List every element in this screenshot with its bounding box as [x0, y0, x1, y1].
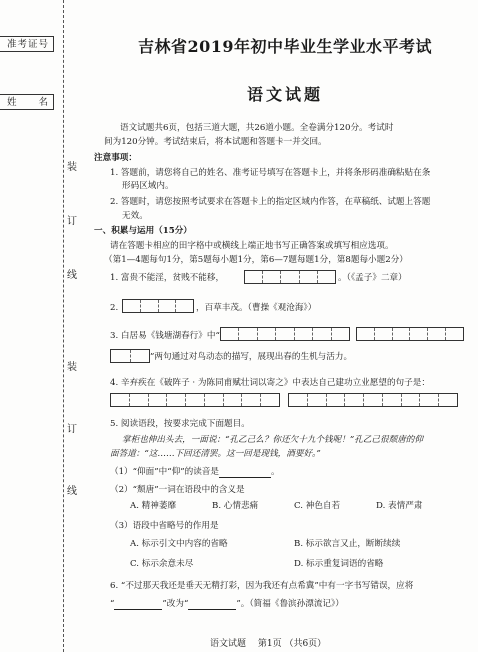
answer-grid[interactable] — [244, 270, 336, 284]
binding-dashed-line — [63, 0, 64, 652]
notes-heading: 注意事项： — [94, 153, 137, 163]
option[interactable]: C. 标示余意未尽 — [130, 559, 194, 569]
answer-grid[interactable] — [288, 393, 458, 407]
intro-line: 间为120分钟。考试结束后，将本试题和答题卡一并交回。 — [104, 137, 327, 147]
binding-char: 线 — [67, 270, 77, 281]
question-5-heading: 5. 阅读语段，按要求完成下面题目。 — [110, 419, 250, 429]
page-footer: 语文试题 第1页 （共6页） — [210, 639, 327, 649]
answer-grid[interactable] — [110, 393, 280, 407]
question-3-text: ”两句通过对鸟动态的描写，展现出春的生机与活力。 — [150, 352, 353, 362]
question-5-2: （2）“颓唐”一词在语段中的含义是 — [110, 485, 245, 495]
name-box: 姓 名 — [0, 94, 54, 110]
exam-number-box: 准考证号 — [0, 36, 54, 52]
answer-blank[interactable] — [219, 477, 271, 478]
question-3-text: 3. 白居易《钱塘湖春行》中“ — [110, 331, 220, 341]
section-instruction: （第1—4题每句1分，第5题每小题1分，第6—7题每题1分，第8题每小题2分） — [104, 255, 408, 265]
binding-char: 订 — [67, 216, 77, 227]
option[interactable]: B. 标示欲言又止，断断续续 — [294, 539, 401, 549]
note-item: 形码区域内。 — [122, 181, 174, 191]
section-heading: 一、积累与运用（15分） — [94, 226, 192, 236]
question-1-text: 1. 富贵不能淫，贫贱不能移， — [110, 273, 225, 283]
option[interactable]: A. 标示引文中内容的省略 — [130, 539, 228, 549]
option[interactable]: B. 心情悲痛 — [212, 501, 259, 511]
binding-char: 装 — [67, 162, 77, 173]
passage-line: 掌柜也伸出头去，一面说：“孔乙己么？你还欠十九个钱呢！”孔乙己很颓唐的仰 — [122, 435, 423, 445]
question-2-source: ，百草丰茂。（曹操《观沧海》） — [196, 303, 317, 313]
note-item: 2. 答题时，请您按照考试要求在答题卡上的指定区域内作答，在草稿纸、试题上答题 — [110, 197, 431, 207]
binding-char: 装 — [67, 362, 77, 373]
section-instruction: 请在答题卡相应的田字格中或横线上端正地书写正确答案或填写相应选项。 — [110, 241, 394, 251]
passage-line: 面答道：“这……下回还清罢。这一回是现钱，酒要好。” — [110, 449, 321, 459]
intro-line: 语文试题共6页，包括三道大题，共26道小题。全卷满分120分。考试时 — [120, 123, 394, 133]
exam-subtitle: 语文试题 — [246, 85, 323, 104]
option[interactable]: D. 表情严肃 — [376, 501, 423, 511]
question-6-text: 6. “不过那天我还是垂天无精打彩，因为我还有点希冀”中有一字书写错误，应将 — [110, 581, 414, 591]
answer-grid[interactable] — [122, 299, 194, 313]
question-1-source: 。（《孟子》二章） — [338, 273, 407, 283]
question-5-1: （1）“仰面”中“仰”的读音是 。 — [110, 467, 280, 477]
wrong-char-blank[interactable] — [114, 609, 162, 610]
question-6-answer-line: “ ”改为“ ”。（简福《鲁滨孙漂流记》） — [110, 599, 344, 609]
option[interactable]: C. 神色自若 — [294, 501, 341, 511]
question-4-text: 4. 辛弃疾在《破阵子 · 为陈同甫赋壮词以寄之》中表达自己建功立业愿望的句子是： — [110, 378, 430, 388]
answer-grid[interactable] — [220, 327, 350, 341]
option[interactable]: A. 精神萎靡 — [130, 501, 177, 511]
answer-grid[interactable] — [110, 349, 150, 363]
exam-title: 吉林省2019年初中毕业生学业水平考试 — [137, 37, 433, 56]
binding-char: 线 — [67, 486, 77, 497]
binding-char: 订 — [67, 424, 77, 435]
correct-char-blank[interactable] — [188, 609, 236, 610]
question-5-3: （3）语段中省略号的作用是 — [110, 521, 219, 531]
answer-grid[interactable] — [356, 327, 464, 341]
note-item: 无效。 — [122, 211, 148, 221]
option[interactable]: D. 标示重复词语的省略 — [294, 559, 384, 569]
note-item: 1. 答题前，请您将自己的姓名、准考证号填写在答题卡上，并将条形码准确粘贴在条 — [110, 168, 431, 178]
question-2-number: 2. — [110, 303, 119, 313]
